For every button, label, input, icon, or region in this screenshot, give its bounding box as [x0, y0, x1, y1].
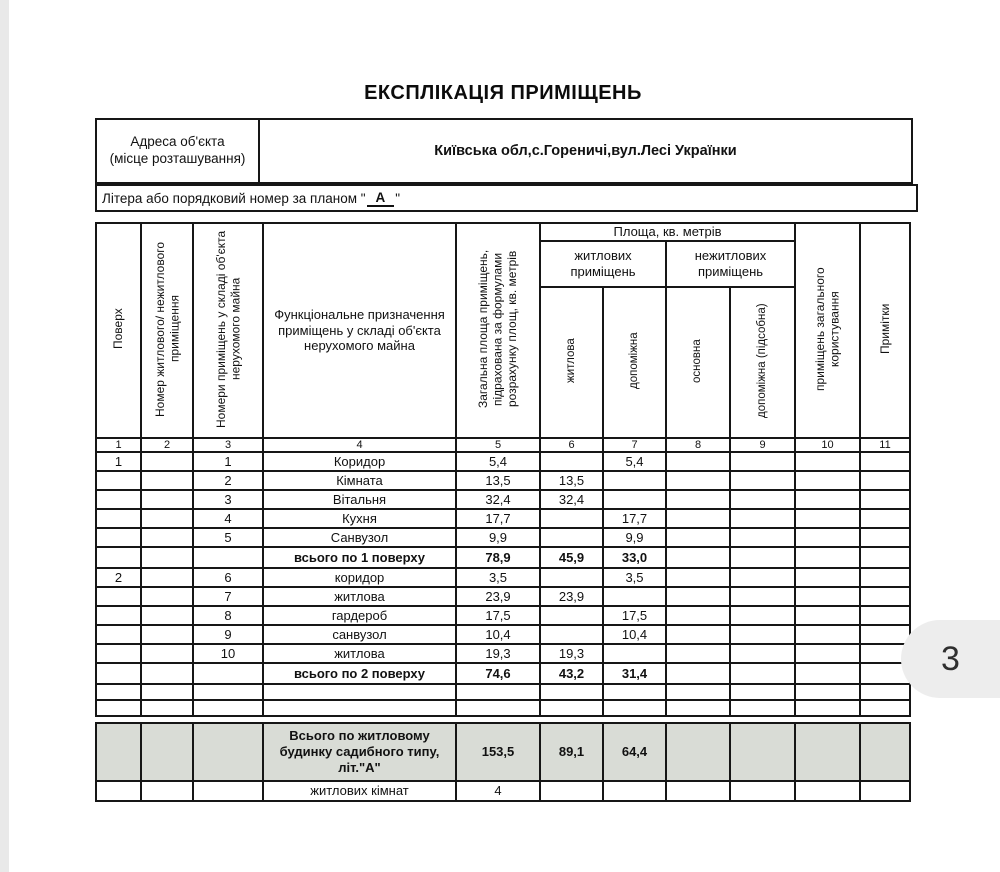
table-cell: [666, 471, 730, 490]
table-cell: [860, 684, 910, 700]
table-cell: 2: [96, 568, 141, 587]
address-label-line1: Адреса об'єкта: [130, 134, 225, 150]
table-cell: [141, 568, 193, 587]
room-name-cell: [263, 684, 456, 700]
room-name-cell: Кімната: [263, 471, 456, 490]
column-number: 4: [263, 438, 456, 452]
table-cell: [795, 568, 860, 587]
page-indicator-number: 3: [941, 639, 960, 678]
table-cell: [795, 606, 860, 625]
table-cell: [603, 490, 666, 509]
room-name-cell: гардероб: [263, 606, 456, 625]
column-number: 5: [456, 438, 540, 452]
table-cell: [795, 684, 860, 700]
column-number: 11: [860, 438, 910, 452]
table-cell: [860, 547, 910, 568]
room-name-cell: Всього по житловому будинку садибного типу, літ."А": [263, 723, 456, 781]
table-cell: 23,9: [456, 587, 540, 606]
table-cell: 1: [193, 452, 263, 471]
table-cell: 10: [193, 644, 263, 663]
table-cell: [730, 606, 795, 625]
table-cell: [666, 700, 730, 716]
table-cell: 6: [193, 568, 263, 587]
table-cell: [730, 700, 795, 716]
table-cell: [730, 684, 795, 700]
table-cell: [540, 606, 603, 625]
table-cell: [193, 547, 263, 568]
table-cell: [141, 625, 193, 644]
table-cell: [540, 781, 603, 801]
col-header-auxiliary-utility: допоміжна (підсобна): [730, 287, 795, 439]
col-header-auxiliary: допоміжна: [603, 287, 666, 439]
col-header-total-area: Загальна площа приміщень, підрахована за формулами розрахунку площ, кв. метрів: [456, 223, 540, 438]
table-cell: 23,9: [540, 587, 603, 606]
table-cell: [141, 452, 193, 471]
table-cell: [730, 471, 795, 490]
table-cell: [795, 723, 860, 781]
table-cell: 32,4: [540, 490, 603, 509]
table-cell: [96, 547, 141, 568]
table-cell: [193, 723, 263, 781]
table-cell: [795, 663, 860, 684]
table-cell: 74,6: [456, 663, 540, 684]
table-cell: [860, 471, 910, 490]
table-cell: [666, 509, 730, 528]
table-cell: 153,5: [456, 723, 540, 781]
table-cell: 17,5: [456, 606, 540, 625]
table-cell: [666, 490, 730, 509]
table-cell: [96, 625, 141, 644]
table-cell: [666, 723, 730, 781]
table-cell: [540, 452, 603, 471]
table-cell: [666, 547, 730, 568]
table-cell: 7: [193, 587, 263, 606]
table-cell: [141, 723, 193, 781]
table-cell: [730, 625, 795, 644]
table-cell: [603, 587, 666, 606]
table-cell: [540, 684, 603, 700]
table-cell: [96, 684, 141, 700]
table-cell: [795, 490, 860, 509]
table-row: [96, 509, 910, 528]
table-cell: [603, 684, 666, 700]
table-cell: [96, 606, 141, 625]
table-cell: [860, 490, 910, 509]
col-header-common-use: приміщень загального користування: [795, 223, 860, 438]
left-page-edge: [0, 0, 9, 872]
table-row: [96, 606, 910, 625]
plan-letter-prefix: Літера або порядковий номер за планом ": [102, 190, 366, 206]
table-cell: [795, 587, 860, 606]
table-cell: [860, 568, 910, 587]
table-cell: [141, 528, 193, 547]
table-cell: [96, 587, 141, 606]
table-cell: [141, 606, 193, 625]
table-cell: [795, 625, 860, 644]
page-indicator-pill[interactable]: [901, 620, 1000, 698]
table-cell: [96, 723, 141, 781]
column-number: 10: [795, 438, 860, 452]
table-cell: [666, 528, 730, 547]
table-row: [96, 684, 910, 700]
table-row: [96, 452, 910, 471]
table-row: [96, 625, 910, 644]
table-cell: [730, 663, 795, 684]
room-name-cell: Кухня: [263, 509, 456, 528]
table-cell: 31,4: [603, 663, 666, 684]
table-cell: [540, 700, 603, 716]
col-header-main: основна: [666, 287, 730, 439]
table-cell: [603, 471, 666, 490]
room-name-cell: всього по 2 поверху: [263, 663, 456, 684]
table-cell: [666, 781, 730, 801]
table-cell: [666, 684, 730, 700]
table-cell: [96, 781, 141, 801]
table-row: [96, 528, 910, 547]
table-cell: 9: [193, 625, 263, 644]
col-header-floor: Поверх: [96, 223, 141, 438]
table-cell: [666, 644, 730, 663]
room-name-cell: житлова: [263, 587, 456, 606]
table-cell: 19,3: [540, 644, 603, 663]
table-cell: [795, 471, 860, 490]
table-cell: [456, 684, 540, 700]
table-cell: [730, 587, 795, 606]
table-cell: [860, 509, 910, 528]
table-cell: [540, 509, 603, 528]
group-header-residential: житлових приміщень: [540, 241, 666, 287]
table-cell: [193, 663, 263, 684]
table-row: [96, 587, 910, 606]
address-label: [97, 120, 260, 182]
table-row: [96, 490, 910, 509]
table-cell: [141, 781, 193, 801]
table-cell: [193, 684, 263, 700]
table-cell: 3,5: [603, 568, 666, 587]
room-name-cell: Санвузол: [263, 528, 456, 547]
table-cell: [540, 528, 603, 547]
room-name-cell: Вітальня: [263, 490, 456, 509]
table-cell: [860, 700, 910, 716]
table-cell: [666, 625, 730, 644]
column-number: 6: [540, 438, 603, 452]
table-cell: 8: [193, 606, 263, 625]
table-cell: [603, 700, 666, 716]
table-cell: [860, 452, 910, 471]
table-cell: [860, 587, 910, 606]
table-cell: 4: [456, 781, 540, 801]
table-cell: [666, 568, 730, 587]
table-cell: 32,4: [456, 490, 540, 509]
column-number: 9: [730, 438, 795, 452]
table-cell: [730, 490, 795, 509]
table-cell: [860, 625, 910, 644]
table-cell: [666, 663, 730, 684]
column-number: 7: [603, 438, 666, 452]
table-cell: [795, 781, 860, 801]
table-cell: 5,4: [456, 452, 540, 471]
table-row: [96, 568, 910, 587]
table-cell: [860, 606, 910, 625]
table-cell: 5: [193, 528, 263, 547]
table-cell: [141, 663, 193, 684]
room-name-cell: житлова: [263, 644, 456, 663]
table-cell: 43,2: [540, 663, 603, 684]
table-cell: 10,4: [603, 625, 666, 644]
table-cell: 19,3: [456, 644, 540, 663]
table-cell: 78,9: [456, 547, 540, 568]
table-row: [96, 723, 910, 781]
table-cell: [603, 781, 666, 801]
table-cell: [96, 663, 141, 684]
table-cell: [666, 606, 730, 625]
plan-letter-suffix: ": [395, 190, 401, 206]
summary-table: [95, 722, 911, 802]
table-cell: [795, 547, 860, 568]
table-cell: 5,4: [603, 452, 666, 471]
table-row: [96, 644, 910, 663]
table-cell: 64,4: [603, 723, 666, 781]
room-name-cell: Коридор: [263, 452, 456, 471]
explication-tables: [95, 222, 911, 802]
column-number: 3: [193, 438, 263, 452]
table-row: [96, 781, 910, 801]
table-cell: [96, 528, 141, 547]
table-cell: [730, 547, 795, 568]
col-header-function: Функціональне призначення приміщень у складі об'єкта нерухомого майна: [263, 223, 456, 438]
room-name-cell: всього по 1 поверху: [263, 547, 456, 568]
table-cell: [96, 644, 141, 663]
table-cell: [795, 700, 860, 716]
table-cell: [730, 528, 795, 547]
table-cell: [666, 587, 730, 606]
table-cell: 9,9: [603, 528, 666, 547]
table-cell: [96, 490, 141, 509]
table-row: [96, 547, 910, 568]
table-cell: [795, 528, 860, 547]
table-cell: 33,0: [603, 547, 666, 568]
table-cell: [860, 723, 910, 781]
table-row: [96, 700, 910, 716]
col-header-notes: Примітки: [860, 223, 910, 438]
column-number: 1: [96, 438, 141, 452]
room-name-cell: санвузол: [263, 625, 456, 644]
table-cell: [96, 700, 141, 716]
table-cell: [730, 509, 795, 528]
room-name-cell: житлових кімнат: [263, 781, 456, 801]
table-row: [96, 663, 910, 684]
group-header-area: Площа, кв. метрів: [540, 223, 795, 241]
address-block: [95, 118, 913, 184]
table-row: [96, 471, 910, 490]
address-label-line2: (місце розташування): [109, 151, 246, 166]
table-cell: 4: [193, 509, 263, 528]
table-cell: [141, 587, 193, 606]
room-name-cell: [263, 700, 456, 716]
column-number: 8: [666, 438, 730, 452]
table-cell: [730, 452, 795, 471]
table-cell: [730, 781, 795, 801]
page-title: ЕКСПЛІКАЦІЯ ПРИМІЩЕНЬ: [364, 82, 642, 104]
table-cell: 3: [193, 490, 263, 509]
table-cell: [540, 625, 603, 644]
table-cell: [730, 644, 795, 663]
table-cell: [96, 471, 141, 490]
table-cell: 3,5: [456, 568, 540, 587]
column-numbers-row: [96, 438, 910, 452]
room-name-cell: коридор: [263, 568, 456, 587]
table-cell: [603, 644, 666, 663]
table-cell: 13,5: [456, 471, 540, 490]
column-number: 2: [141, 438, 193, 452]
table-cell: [795, 452, 860, 471]
explication-table: [95, 222, 911, 717]
address-value: Київська обл,с.Гореничі,вул.Лесі Українки: [434, 143, 737, 159]
table-cell: 10,4: [456, 625, 540, 644]
table-cell: 17,7: [456, 509, 540, 528]
table-cell: 17,7: [603, 509, 666, 528]
table-cell: [795, 644, 860, 663]
plan-letter-row: [95, 184, 918, 212]
table-cell: [193, 781, 263, 801]
col-header-living: житлова: [540, 287, 603, 439]
table-cell: [730, 723, 795, 781]
table-cell: [795, 509, 860, 528]
table-cell: [456, 700, 540, 716]
table-cell: [141, 700, 193, 716]
table-cell: [141, 547, 193, 568]
table-cell: [141, 684, 193, 700]
table-cell: [96, 509, 141, 528]
table-cell: [540, 568, 603, 587]
col-header-unit-number: Номер житлового/ нежитлового приміщення: [141, 223, 193, 438]
plan-letter: А: [367, 190, 395, 207]
table-cell: [141, 644, 193, 663]
table-cell: 1: [96, 452, 141, 471]
table-cell: 9,9: [456, 528, 540, 547]
table-cell: 89,1: [540, 723, 603, 781]
table-cell: [141, 471, 193, 490]
table-cell: 13,5: [540, 471, 603, 490]
table-cell: [666, 452, 730, 471]
table-cell: [193, 700, 263, 716]
table-cell: [860, 781, 910, 801]
table-cell: [730, 568, 795, 587]
table-cell: 2: [193, 471, 263, 490]
table-cell: [860, 528, 910, 547]
table-cell: 17,5: [603, 606, 666, 625]
table-cell: [141, 490, 193, 509]
table-cell: 45,9: [540, 547, 603, 568]
group-header-non-residential: нежитлових приміщень: [666, 241, 795, 287]
col-header-room-numbers: Номери приміщень у складі об'єкта нерухомого майна: [193, 223, 263, 438]
table-cell: [141, 509, 193, 528]
